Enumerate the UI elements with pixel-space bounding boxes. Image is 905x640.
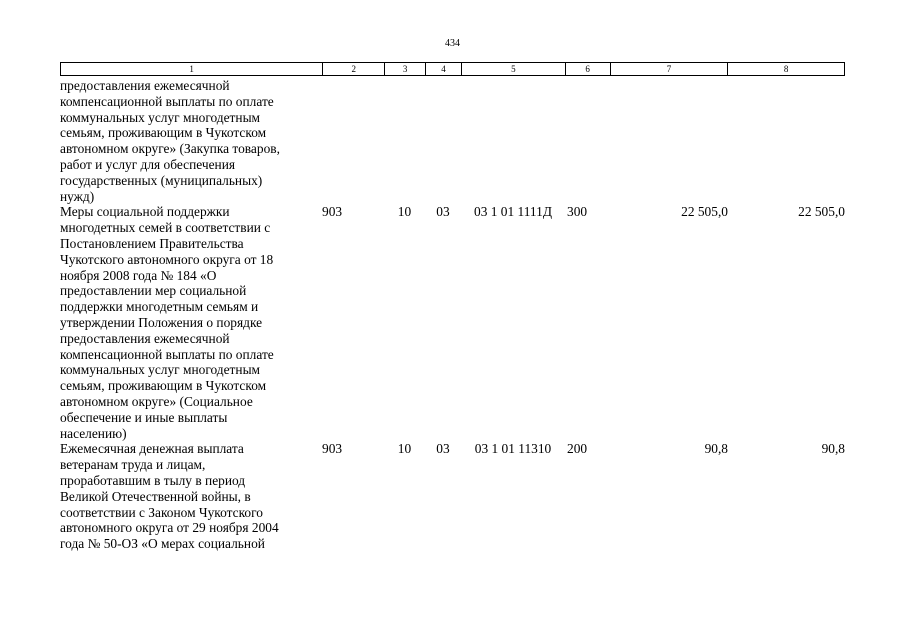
- row-col-8: [728, 78, 845, 204]
- row-col-3: [384, 78, 425, 204]
- row-col-6: 200: [567, 441, 588, 457]
- header-col-2: 2: [322, 63, 384, 75]
- row-col-5: 03 1 01 1111Д: [474, 204, 552, 220]
- row-col-2: 903: [322, 204, 343, 220]
- header-col-3: 3: [384, 63, 425, 75]
- row-col-3: 10: [397, 204, 412, 220]
- row-col-5: [461, 78, 565, 204]
- row-description: Ежемесячная денежная выплата ветеранам труда и лицам, проработавшим в тылу в период Великой Отечественной войны, в соответствии с Законом Чукотского автономного округа от 29 ноября 2004 года № 50-ОЗ «О мерах социальной: [60, 441, 279, 552]
- table-row: [60, 441, 845, 552]
- page-number: 434: [445, 38, 460, 49]
- row-col-2: 903: [322, 441, 343, 457]
- header-col-6: 6: [565, 63, 610, 75]
- table-row: [60, 78, 845, 204]
- header-col-1: 1: [189, 64, 194, 74]
- table-body: [60, 78, 845, 552]
- row-col-8: 22 505,0: [798, 204, 845, 220]
- row-col-4: [425, 78, 461, 204]
- row-col-3: 10: [397, 441, 412, 457]
- row-col-4: 03: [436, 441, 450, 457]
- row-col-8: 90,8: [821, 441, 845, 457]
- header-col-8: 8: [727, 63, 844, 75]
- row-col-4: 03: [436, 204, 450, 220]
- row-col-6: 300: [567, 204, 588, 220]
- header-col-5: 5: [461, 63, 565, 75]
- header-col-7: 7: [610, 63, 728, 75]
- row-col-5: 03 1 01 11310: [474, 441, 552, 457]
- row-col-7: 90,8: [704, 441, 728, 457]
- table-row: [60, 204, 845, 441]
- row-col-7: 22 505,0: [681, 204, 728, 220]
- table-header: [60, 62, 845, 76]
- row-col-2: [322, 78, 384, 204]
- row-description: предоставления ежемесячной компенсационной выплаты по оплате коммунальных услуг многодетным семьям, проживающим в Чукотском автономном округе» (Закупка товаров, работ и услуг для обеспечения государственных (муниципальных) нужд): [60, 78, 280, 204]
- header-col-4: 4: [425, 63, 461, 75]
- row-description: Меры социальной поддержки многодетных семей в соответствии с Постановлением Правительства Чукотского автономного округа от 18 ноября 2008 года № 184 «О предоставлении мер социальной поддержки многодетным семьям и утверждении Положения о порядке предоставления ежемесячной компенсационной выплаты по оплате коммунальных услуг многодетным семьям, проживающим в Чукотском автономном округе» (Социальное обеспечение и иные выплаты населению): [60, 204, 274, 441]
- row-col-6: [565, 78, 610, 204]
- row-col-7: [610, 78, 728, 204]
